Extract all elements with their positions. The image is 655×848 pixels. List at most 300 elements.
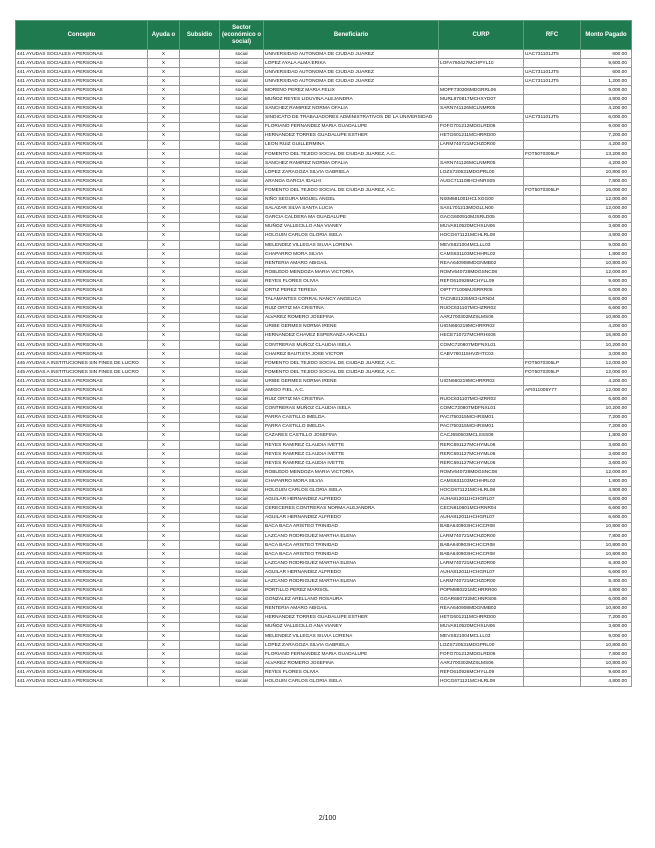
table-row (16, 395, 632, 404)
rfc-cell (524, 131, 581, 140)
table-row (16, 586, 632, 595)
ayuda-cell: X (148, 650, 180, 659)
ayuda-cell: X (148, 86, 180, 95)
curp-cell: GOAR650722MCHNRS06 (439, 595, 524, 604)
sector-cell: social (220, 586, 264, 595)
sector-cell: social (220, 450, 264, 459)
sector-cell: social (220, 632, 264, 641)
subsidio-cell (180, 368, 220, 377)
table-row (16, 186, 632, 195)
subsidio-cell (180, 195, 220, 204)
rfc-cell (524, 304, 581, 313)
monto-cell: 9,000.00 (581, 122, 632, 131)
ayuda-cell: X (148, 422, 180, 431)
rfc-cell: FOT5070305LP (524, 186, 581, 195)
rfc-cell: UAC731101JT5 (524, 113, 581, 122)
monto-cell: 3,600.00 (581, 459, 632, 468)
table-row (16, 140, 632, 149)
table-row (16, 522, 632, 531)
expenditure-sheet (15, 20, 631, 687)
curp-cell: ROMV640728MDGSNC08 (439, 468, 524, 477)
concepto-cell: 441 AYUDAS SOCIALES A PERSONAS (16, 641, 148, 650)
subsidio-cell (180, 259, 220, 268)
table-header-row (16, 21, 632, 50)
subsidio-cell (180, 377, 220, 386)
rfc-cell (524, 486, 581, 495)
monto-cell: 10,800.00 (581, 541, 632, 550)
subsidio-cell (180, 168, 220, 177)
monto-cell: 4,800.00 (581, 95, 632, 104)
ayuda-cell: X (148, 659, 180, 668)
table-row (16, 222, 632, 231)
ayuda-cell: X (148, 504, 180, 513)
monto-cell: 6,000.00 (581, 286, 632, 295)
curp-cell: BABA640903HCHCCR08 (439, 522, 524, 531)
ayuda-cell: X (148, 577, 180, 586)
beneficiario-cell: UNIVERSIDAD AUTONOMA DE CIUDAD JUAREZ (264, 77, 439, 86)
rfc-cell (524, 513, 581, 522)
monto-cell: 6,600.00 (581, 513, 632, 522)
monto-cell: 4,200.00 (581, 104, 632, 113)
subsidio-cell (180, 95, 220, 104)
sector-cell: social (220, 377, 264, 386)
sector-cell: social (220, 204, 264, 213)
monto-cell: 12,000.00 (581, 386, 632, 395)
subsidio-cell (180, 131, 220, 140)
ayuda-cell: X (148, 286, 180, 295)
subsidio-cell (180, 659, 220, 668)
concepto-cell: 441 AYUDAS SOCIALES A PERSONAS (16, 541, 148, 550)
monto-cell: 7,800.00 (581, 650, 632, 659)
concepto-cell: 441 AYUDAS SOCIALES A PERSONAS (16, 231, 148, 240)
header-concepto: Concepto (16, 21, 148, 50)
rfc-cell (524, 668, 581, 677)
ayuda-cell: X (148, 668, 180, 677)
ayuda-cell: X (148, 350, 180, 359)
concepto-cell: 441 AYUDAS SOCIALES A PERSONAS (16, 104, 148, 113)
beneficiario-cell: PARRA CASTILLO IMELDA (264, 413, 439, 422)
beneficiario-cell: ROBLEDO MENDOZA MARIA VICTORIA (264, 268, 439, 277)
concepto-cell: 441 AYUDAS SOCIALES A PERSONAS (16, 268, 148, 277)
rfc-cell (524, 322, 581, 331)
curp-cell: LARM740721MCHZDR00 (439, 140, 524, 149)
monto-cell: 10,800.00 (581, 641, 632, 650)
subsidio-cell (180, 459, 220, 468)
subsidio-cell (180, 350, 220, 359)
concepto-cell: 441 AYUDAS SOCIALES A PERSONAS (16, 568, 148, 577)
subsidio-cell (180, 641, 220, 650)
ayuda-cell: X (148, 113, 180, 122)
beneficiario-cell: MUÑOZ VALLECILLO ANA VIANEY (264, 222, 439, 231)
concepto-cell: 441 AYUDAS SOCIALES A PERSONAS (16, 68, 148, 77)
concepto-cell: 441 AYUDAS SOCIALES A PERSONAS (16, 59, 148, 68)
table-row (16, 613, 632, 622)
sector-cell: social (220, 331, 264, 340)
ayuda-cell: X (148, 213, 180, 222)
ayuda-cell: X (148, 122, 180, 131)
ayuda-cell: X (148, 568, 180, 577)
table-row (16, 268, 632, 277)
table-row (16, 104, 632, 113)
table-row (16, 550, 632, 559)
rfc-cell (524, 441, 581, 450)
concepto-cell: 441 AYUDAS SOCIALES A PERSONAS (16, 577, 148, 586)
table-row (16, 541, 632, 550)
curp-cell (439, 113, 524, 122)
concepto-cell: 441 AYUDAS SOCIALES A PERSONAS (16, 677, 148, 686)
sector-cell: social (220, 477, 264, 486)
rfc-cell (524, 286, 581, 295)
rfc-cell (524, 586, 581, 595)
monto-cell: 4,800.00 (581, 486, 632, 495)
curp-cell: RERC691127MCHYML06 (439, 450, 524, 459)
sector-cell: social (220, 495, 264, 504)
rfc-cell (524, 231, 581, 240)
beneficiario-cell: REYES RAMIREZ CLAUDIA IVETTE (264, 441, 439, 450)
beneficiario-cell: SINDICATO DE TRABAJADORES ADMINISTRATIVOS DE LA UNIVERSIDAD (264, 113, 439, 122)
beneficiario-cell: AMIGO FIEL, A.C. (264, 386, 439, 395)
ayuda-cell: X (148, 59, 180, 68)
rfc-cell (524, 122, 581, 131)
subsidio-cell (180, 431, 220, 440)
rfc-cell (524, 86, 581, 95)
header-rfc: RFC (524, 21, 581, 50)
sector-cell: social (220, 286, 264, 295)
concepto-cell: 441 AYUDAS SOCIALES A PERSONAS (16, 468, 148, 477)
subsidio-cell (180, 677, 220, 686)
monto-cell: 4,800.00 (581, 677, 632, 686)
curp-cell (439, 77, 524, 86)
subsidio-cell (180, 568, 220, 577)
table-row (16, 632, 632, 641)
subsidio-cell (180, 150, 220, 159)
subsidio-cell (180, 541, 220, 550)
curp-cell (439, 150, 524, 159)
beneficiario-cell: MORENO PEREZ MARIA FELIX (264, 86, 439, 95)
curp-cell: SASL701213MDGLLN00 (439, 204, 524, 213)
table-row (16, 250, 632, 259)
subsidio-cell (180, 277, 220, 286)
curp-cell: PACI750315MCHRSM01 (439, 422, 524, 431)
curp-cell: AUHA812011HCHGRL07 (439, 495, 524, 504)
subsidio-cell (180, 504, 220, 513)
curp-cell: MEVS621004MCLLL03 (439, 632, 524, 641)
table-row (16, 531, 632, 540)
concepto-cell: 441 AYUDAS SOCIALES A PERSONAS (16, 86, 148, 95)
table-row (16, 131, 632, 140)
table-row (16, 113, 632, 122)
curp-cell: RUOC631107MCHZRR02 (439, 395, 524, 404)
beneficiario-cell: GONZALEZ ARELLANO ROSAURA (264, 595, 439, 604)
subsidio-cell (180, 604, 220, 613)
monto-cell: 4,800.00 (581, 586, 632, 595)
beneficiario-cell: FLORIANO FERNANDEZ MARIA GUADALUPE (264, 650, 439, 659)
monto-cell: 10,800.00 (581, 313, 632, 322)
rfc-cell (524, 195, 581, 204)
ayuda-cell: X (148, 50, 180, 59)
table-row (16, 568, 632, 577)
monto-cell: 3,000.00 (581, 350, 632, 359)
concepto-cell: 441 AYUDAS SOCIALES A PERSONAS (16, 604, 148, 613)
monto-cell: 7,800.00 (581, 531, 632, 540)
monto-cell: 6,600.00 (581, 395, 632, 404)
rfc-cell: FOT5070305LP (524, 368, 581, 377)
rfc-cell (524, 641, 581, 650)
monto-cell: 6,600.00 (581, 295, 632, 304)
rfc-cell (524, 659, 581, 668)
subsidio-cell (180, 531, 220, 540)
concepto-cell: 441 AYUDAS SOCIALES A PERSONAS (16, 422, 148, 431)
curp-cell: HETG601211MCHRRD00 (439, 613, 524, 622)
rfc-cell (524, 459, 581, 468)
ayuda-cell: X (148, 277, 180, 286)
curp-cell (439, 386, 524, 395)
ayuda-cell: X (148, 541, 180, 550)
monto-cell: 6,600.00 (581, 495, 632, 504)
concepto-cell: 441 AYUDAS SOCIALES A PERSONAS (16, 504, 148, 513)
sector-cell: social (220, 213, 264, 222)
table-row (16, 368, 632, 377)
subsidio-cell (180, 304, 220, 313)
rfc-cell (524, 268, 581, 277)
monto-cell: 6,600.00 (581, 504, 632, 513)
beneficiario-cell: CONTRERAS MUÑOZ CLAUDIA ISELA (264, 341, 439, 350)
beneficiario-cell: FOMENTO DEL TEJIDO SOCIAL DE CIUDAD JUAREZ, A.C. (264, 368, 439, 377)
monto-cell: 6,600.00 (581, 304, 632, 313)
sector-cell: social (220, 177, 264, 186)
beneficiario-cell: LAZCANO RODRIGUEZ MARTHA ELENA (264, 577, 439, 586)
curp-cell: MURL870817MCHXYD07 (439, 95, 524, 104)
rfc-cell (524, 422, 581, 431)
concepto-cell: 441 AYUDAS SOCIALES A PERSONAS (16, 613, 148, 622)
beneficiario-cell: UNIVERSIDAD AUTONOMA DE CIUDAD JUAREZ (264, 50, 439, 59)
curp-cell: HOCG671121MCHLRL08 (439, 231, 524, 240)
ayuda-cell: X (148, 68, 180, 77)
beneficiario-cell: LAZCANO RODRIGUEZ MARTHA ELENA (264, 559, 439, 568)
beneficiario-cell: ARANDA GARCIA IDALHI (264, 177, 439, 186)
monto-cell: 9,000.00 (581, 632, 632, 641)
monto-cell: 1,800.00 (581, 250, 632, 259)
subsidio-cell (180, 295, 220, 304)
table-row (16, 577, 632, 586)
concepto-cell: 441 AYUDAS SOCIALES A PERSONAS (16, 531, 148, 540)
ayuda-cell: X (148, 186, 180, 195)
monto-cell: 3,600.00 (581, 622, 632, 631)
curp-cell: LOFA760427MCHPYL10 (439, 59, 524, 68)
concepto-cell: 441 AYUDAS SOCIALES A PERSONAS (16, 213, 148, 222)
rfc-cell (524, 395, 581, 404)
subsidio-cell (180, 77, 220, 86)
sector-cell: social (220, 604, 264, 613)
beneficiario-cell: REYES RAMIREZ CLAUDIA IVETTE (264, 450, 439, 459)
subsidio-cell (180, 268, 220, 277)
sector-cell: social (220, 559, 264, 568)
table-row (16, 468, 632, 477)
subsidio-cell (180, 386, 220, 395)
subsidio-cell (180, 550, 220, 559)
monto-cell: 9,000.00 (581, 86, 632, 95)
table-row (16, 386, 632, 395)
concepto-cell: 441 AYUDAS SOCIALES A PERSONAS (16, 168, 148, 177)
curp-cell: AARJ700302MZSLMS06 (439, 313, 524, 322)
beneficiario-cell: PARRA CASTILLO IMELDA (264, 422, 439, 431)
concepto-cell: 441 AYUDAS SOCIALES A PERSONAS (16, 377, 148, 386)
monto-cell: 1,800.00 (581, 477, 632, 486)
rfc-cell: UAC731101JT5 (524, 68, 581, 77)
rfc-cell (524, 95, 581, 104)
ayuda-cell: X (148, 404, 180, 413)
subsidio-cell (180, 222, 220, 231)
concepto-cell: 441 AYUDAS SOCIALES A PERSONAS (16, 350, 148, 359)
table-row (16, 304, 632, 313)
rfc-cell (524, 495, 581, 504)
monto-cell: 9,600.00 (581, 59, 632, 68)
concepto-cell: 441 AYUDAS SOCIALES A PERSONAS (16, 150, 148, 159)
table-row (16, 59, 632, 68)
table-row (16, 559, 632, 568)
curp-cell: FOFG701212MDGLRD06 (439, 650, 524, 659)
beneficiario-cell: ORTIZ PEREZ TERESA (264, 286, 439, 295)
sector-cell: social (220, 277, 264, 286)
concepto-cell: 441 AYUDAS SOCIALES A PERSONAS (16, 177, 148, 186)
subsidio-cell (180, 59, 220, 68)
rfc-cell (524, 577, 581, 586)
rfc-cell (524, 177, 581, 186)
table-row (16, 168, 632, 177)
ayuda-cell: X (148, 150, 180, 159)
table-row (16, 350, 632, 359)
monto-cell: 12,000.00 (581, 468, 632, 477)
beneficiario-cell: MELENDEZ VILLEGAS SILVIA LORENA (264, 240, 439, 249)
beneficiario-cell: LOPEZ AYALA ALMA ERIKA (264, 59, 439, 68)
curp-cell: LARM740721MCHZDR00 (439, 577, 524, 586)
curp-cell: LOZS720531MDGPRL00 (439, 168, 524, 177)
beneficiario-cell: ALVAREZ ROMERO JOSEFINA (264, 313, 439, 322)
rfc-cell (524, 568, 581, 577)
concepto-cell: 441 AYUDAS SOCIALES A PERSONAS (16, 204, 148, 213)
subsidio-cell (180, 140, 220, 149)
table-row (16, 604, 632, 613)
concepto-cell: 441 AYUDAS SOCIALES A PERSONAS (16, 513, 148, 522)
concepto-cell: 441 AYUDAS SOCIALES A PERSONAS (16, 50, 148, 59)
header-ayuda: Ayuda o (148, 21, 180, 50)
sector-cell: social (220, 641, 264, 650)
subsidio-cell (180, 450, 220, 459)
concepto-cell: 441 AYUDAS SOCIALES A PERSONAS (16, 240, 148, 249)
beneficiario-cell: RENTERIA AMARO ABIGAIL (264, 259, 439, 268)
concepto-cell: 441 AYUDAS SOCIALES A PERSONAS (16, 304, 148, 313)
monto-cell: 4,200.00 (581, 140, 632, 149)
ayuda-cell: X (148, 231, 180, 240)
subsidio-cell (180, 404, 220, 413)
beneficiario-cell: ALVAREZ ROMERO JOSEFINA (264, 659, 439, 668)
beneficiario-cell: AGUILAR HERNANDEZ ALFREDO (264, 568, 439, 577)
subsidio-cell (180, 413, 220, 422)
beneficiario-cell: HERNANDEZ CHAVEZ ESPERANZA ARACELI (264, 331, 439, 340)
ayuda-cell: X (148, 177, 180, 186)
concepto-cell: 441 AYUDAS SOCIALES A PERSONAS (16, 632, 148, 641)
rfc-cell: AFI011005Y77 (524, 386, 581, 395)
ayuda-cell: X (148, 550, 180, 559)
concepto-cell: 441 AYUDAS SOCIALES A PERSONAS (16, 395, 148, 404)
beneficiario-cell: URIBE GERMES NORMA IRENE (264, 322, 439, 331)
concepto-cell: 441 AYUDAS SOCIALES A PERSONAS (16, 313, 148, 322)
table-row (16, 331, 632, 340)
sector-cell: social (220, 622, 264, 631)
concepto-cell: 441 AYUDAS SOCIALES A PERSONAS (16, 277, 148, 286)
subsidio-cell (180, 186, 220, 195)
table-row (16, 659, 632, 668)
subsidio-cell (180, 250, 220, 259)
table-row (16, 650, 632, 659)
ayuda-cell: X (148, 368, 180, 377)
subsidio-cell (180, 595, 220, 604)
beneficiario-cell: HERNANDEZ TORRES GUADALUPE ESTHER (264, 131, 439, 140)
ayuda-cell: X (148, 295, 180, 304)
sector-cell: social (220, 186, 264, 195)
concepto-cell: 441 AYUDAS SOCIALES A PERSONAS (16, 250, 148, 259)
monto-cell: 600.00 (581, 68, 632, 77)
sector-cell: social (220, 231, 264, 240)
monto-cell: 9,600.00 (581, 277, 632, 286)
sector-cell: social (220, 659, 264, 668)
ayuda-cell: X (148, 486, 180, 495)
monto-cell: 10,800.00 (581, 659, 632, 668)
ayuda-cell: X (148, 468, 180, 477)
rfc-cell (524, 450, 581, 459)
sector-cell: social (220, 513, 264, 522)
subsidio-cell (180, 359, 220, 368)
subsidio-cell (180, 240, 220, 249)
beneficiario-cell: PORTILLO PEREZ MARISOL (264, 586, 439, 595)
sector-cell: social (220, 541, 264, 550)
ayuda-cell: X (148, 250, 180, 259)
ayuda-cell: X (148, 495, 180, 504)
table-row (16, 286, 632, 295)
ayuda-cell: X (148, 595, 180, 604)
beneficiario-cell: FLORIANO FERNANDEZ MARIA GUADALUPE (264, 122, 439, 131)
curp-cell: UIGN660219MCHRRR02 (439, 322, 524, 331)
beneficiario-cell: AGUILAR HERNANDEZ ALFREDO (264, 513, 439, 522)
beneficiario-cell: HOLGUIN CARLOS GLORIA ISELA (264, 231, 439, 240)
beneficiario-cell: MUÑOZ REYES LIDUVINA ALEJANDRA (264, 95, 439, 104)
beneficiario-cell: BACA BACA ARISTEO TRINIDAD (264, 522, 439, 531)
subsidio-cell (180, 231, 220, 240)
curp-cell: TACN821225MCHLRN04 (439, 295, 524, 304)
subsidio-cell (180, 513, 220, 522)
sector-cell: social (220, 613, 264, 622)
sector-cell: social (220, 68, 264, 77)
beneficiario-cell: FOMENTO DEL TEJIDO SOCIAL DE CIUDAD JUAREZ, A.C. (264, 359, 439, 368)
ayuda-cell: X (148, 77, 180, 86)
curp-cell: CAMS631103MCHHRL02 (439, 250, 524, 259)
concepto-cell: 441 AYUDAS SOCIALES A PERSONAS (16, 586, 148, 595)
rfc-cell (524, 259, 581, 268)
sector-cell: social (220, 222, 264, 231)
subsidio-cell (180, 86, 220, 95)
subsidio-cell (180, 522, 220, 531)
table-row (16, 413, 632, 422)
rfc-cell (524, 222, 581, 231)
rfc-cell: UAC731101JT5 (524, 50, 581, 59)
concepto-cell: 441 AYUDAS SOCIALES A PERSONAS (16, 222, 148, 231)
table-row (16, 495, 632, 504)
monto-cell: 4,200.00 (581, 159, 632, 168)
rfc-cell (524, 104, 581, 113)
curp-cell: CAMS631103MCHHRL02 (439, 477, 524, 486)
beneficiario-cell: CHAIREZ BAUTISTA JOSE VICTOR (264, 350, 439, 359)
page-number: 2/100 (318, 815, 337, 822)
